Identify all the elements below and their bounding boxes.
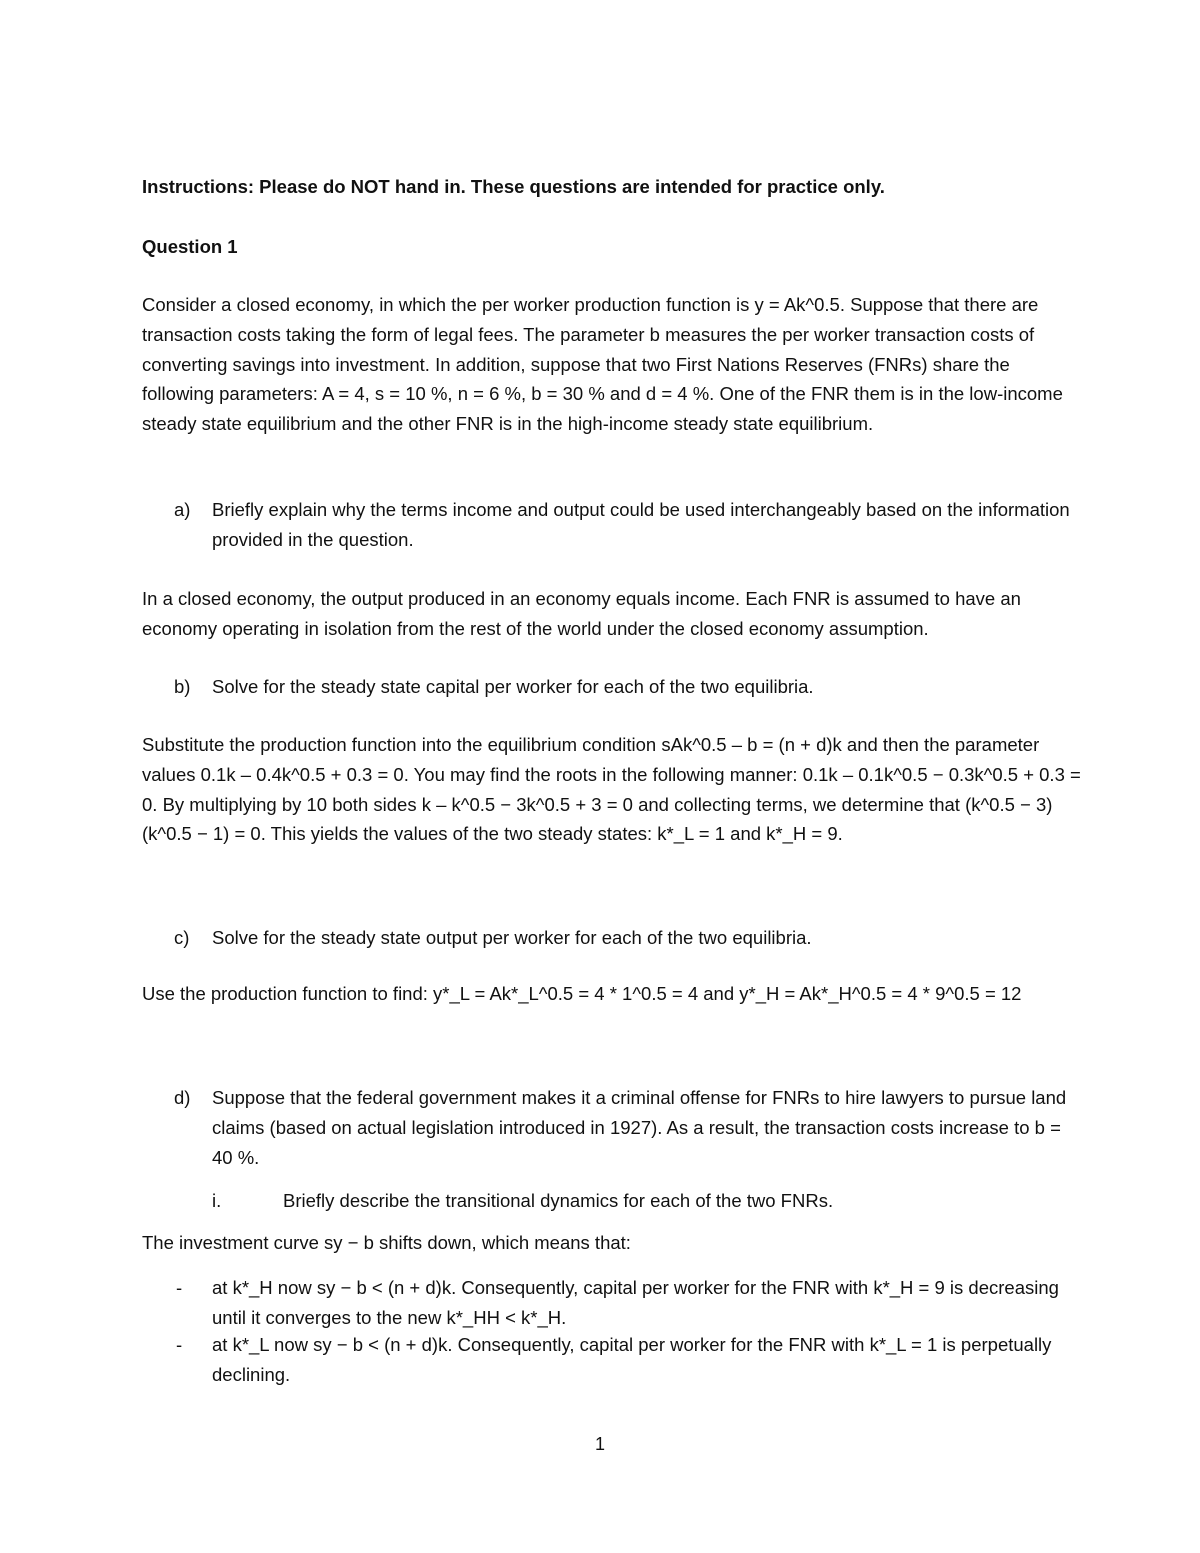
- part-d-answer-intro: The investment curve sy − b shifts down, which means that:: [142, 1232, 631, 1253]
- part-d-label: d): [174, 1087, 191, 1108]
- part-d-sub-i-label: i.: [212, 1190, 222, 1211]
- bullet-dash-1: -: [176, 1277, 183, 1298]
- part-c-label: c): [174, 927, 190, 948]
- bullet-dash-2: -: [176, 1334, 183, 1355]
- part-a-answer: In a closed economy, the output produced in an economy equals income. Each FNR is assumed to have an economy operating in isolation from the rest of the world under the closed economy assumption.: [142, 588, 1021, 639]
- bullet-item-2: at k*_L now sy − b < (n + d)k. Consequently, capital per worker for the FNR with k*_L = 1 is perpetually declining.: [212, 1334, 1052, 1385]
- part-b-label: b): [174, 676, 191, 697]
- part-b-question: Solve for the steady state capital per worker for each of the two equilibria.: [212, 676, 814, 697]
- part-d-sub-i-question: Briefly describe the transitional dynamics for each of the two FNRs.: [283, 1190, 834, 1211]
- part-c-answer: Use the production function to find: y*_L = Ak*_L^0.5 = 4 * 1^0.5 = 4 and y*_H = Ak*_H^0.5 = 4 * 9^0.5 = 12: [142, 983, 1022, 1004]
- bullet-item-1: at k*_H now sy − b < (n + d)k. Consequently, capital per worker for the FNR with k*_H = 9 is decreasing until it converges to the new k*_HH < k*_H.: [212, 1277, 1059, 1328]
- instructions-heading: Instructions: Please do NOT hand in. These questions are intended for practice only.: [142, 176, 885, 197]
- intro-paragraph: Consider a closed economy, in which the per worker production function is y = Ak^0.5. Suppose that there are transaction costs taking the form of legal fees. The parameter b measures the per worker transaction costs of converting savings into investment. In addition, suppose that two First Nations Reserves (FNRs) share the following parameters: A = 4, s = 10 %, n = 6 %, b = 30 % and d = 4 %. One of the FNR them is in the low-income steady state equilibrium and the other FNR is in the high-income steady state equilibrium.: [142, 294, 1063, 435]
- page-number: 1: [594, 1434, 605, 1454]
- part-d-question: Suppose that the federal government makes it a criminal offense for FNRs to hire lawyers to pursue land claims (based on actual legislation introduced in 1927). As a result, the transaction costs increase to b = 40 %.: [212, 1087, 1067, 1168]
- part-a-question: Briefly explain why the terms income and output could be used interchangeably based on the information provided in the question.: [212, 499, 1070, 550]
- part-c-question: Solve for the steady state output per worker for each of the two equilibria.: [212, 927, 812, 948]
- question-title: Question 1: [142, 236, 238, 257]
- part-a-label: a): [174, 499, 191, 520]
- part-b-answer: Substitute the production function into the equilibrium condition sAk^0.5 – b = (n + d)k and then the parameter values 0.1k – 0.4k^0.5 + 0.3 = 0. You may find the roots in the following manner: 0.1k – 0.1k^0.5 − 0.3k^0.5 + 0.3 = 0. By multiplying by 10 both sides k – k^0.5 − 3k^0.5 + 3 = 0 and collecting terms, we determine that (k^0.5 − 3) (k^0.5 − 1) = 0. This yields the values of the two steady states: k*_L = 1 and k*_H = 9.: [142, 734, 1081, 845]
